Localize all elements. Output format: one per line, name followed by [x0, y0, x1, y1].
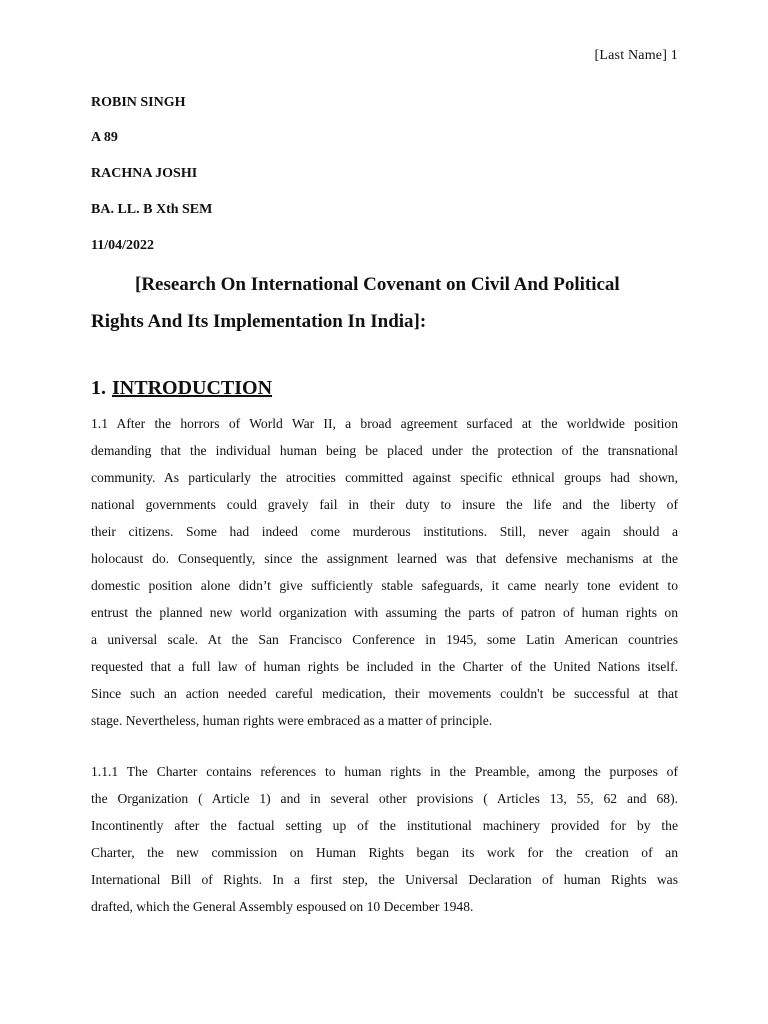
student-name: ROBIN SINGH: [91, 95, 186, 110]
document-title: [91, 266, 681, 340]
course-name: BA. LL. B Xth SEM: [91, 202, 213, 217]
section-heading: [91, 377, 272, 400]
paragraph-line: holocaust do. Consequently, since the assignment learned was that defensive mechanisms at the: [91, 551, 678, 566]
paragraph-line: International Bill of Rights. In a first step, the Universal Declaration of human Rights was: [91, 872, 678, 887]
paragraph-line: entrust the planned new world organization with assuming the parts of patron of human rights on: [91, 605, 678, 620]
paragraph-line: 1.1.1 The Charter contains references to human rights in the Preamble, among the purposes of: [91, 764, 678, 779]
paragraph-line: 1.1 After the horrors of World War II, a broad agreement surfaced at the worldwide position: [91, 416, 678, 431]
teacher-name: RACHNA JOSHI: [91, 166, 198, 181]
paragraph-line: a universal scale. At the San Francisco Conference in 1945, some Latin American countries: [91, 632, 678, 647]
title-line-2: Rights And Its Implementation In India]:: [91, 311, 427, 332]
paragraph-line: domestic position alone didn’t give sufficiently stable safeguards, it came nearly tone evident to: [91, 578, 678, 593]
paragraph-line: requested that a full law of human rights be included in the Charter of the United Nations itself.: [91, 659, 678, 674]
paragraph-line: the Organization ( Article 1) and in several other provisions ( Articles 13, 55, 62 and 68).: [91, 791, 678, 806]
paragraph-line: stage. Nevertheless, human rights were embraced as a matter of principle.: [91, 713, 493, 728]
section-title: INTRODUCTION: [112, 377, 273, 399]
paragraph-line: community. As particularly the atrocities committed against specific ethnical groups had shown,: [91, 470, 678, 485]
paragraph-line: their citizens. Some had indeed come murderous institutions. Still, never again should a: [91, 524, 678, 539]
paragraph-1-1: [91, 410, 678, 734]
document-date: 11/04/2022: [91, 238, 155, 253]
running-head: [Last Name] 1: [594, 48, 678, 63]
title-line-1: [Research On International Covenant on Civil And Political: [135, 274, 620, 295]
paragraph-line: demanding that the individual human being be placed under the protection of the transnational: [91, 443, 678, 458]
paragraph-line: national governments could gravely fail in their duty to insure the life and the liberty of: [91, 497, 678, 512]
paragraph-line: Since such an action needed careful medication, their movements couldn't be successful at that: [91, 686, 678, 701]
paragraph-line: Charter, the new commission on Human Rights began its work for the creation of an: [91, 845, 678, 860]
paragraph-1-1-1: [91, 758, 678, 920]
roll-number: A 89: [91, 130, 118, 145]
paragraph-line: drafted, which the General Assembly espoused on 10 December 1948.: [91, 899, 474, 914]
section-number: 1.: [91, 377, 106, 399]
paragraph-line: Incontinently after the factual setting up of the institutional machinery provided for by the: [91, 818, 678, 833]
